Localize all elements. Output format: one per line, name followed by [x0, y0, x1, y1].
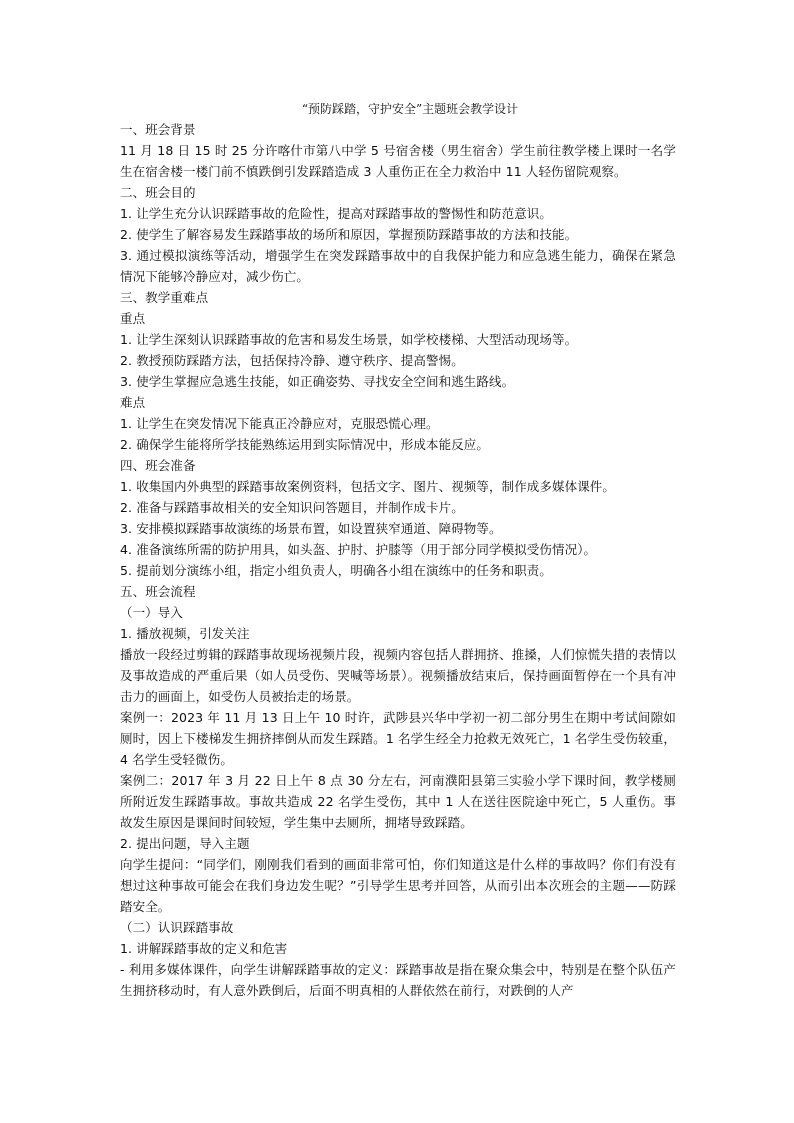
paragraph-line: 播放一段经过剪辑的踩踏事故现场视频片段，视频内容包括人群拥挤、推搡，人们惊慌失措的表情以及事故造成的严重后果（如人员受伤、哭喊等场景）。视频播放结束后，保持画面暂停在一个具有冲击力的画面上，如受伤人员被抬走的场景。 [120, 647, 676, 704]
paragraph-line: 2. 教授预防踩踏方法，包括保持冷静、遵守秩序、提高警惕。 [120, 353, 464, 368]
paragraph-line: 2. 确保学生能将所学技能熟练运用到实际情况中，形成本能反应。 [120, 437, 490, 452]
paragraph-line: 二、班会目的 [120, 185, 196, 200]
paragraph-line: 2. 提出问题，导入主题 [120, 836, 250, 851]
paragraph-line: 案例二：2017 年 3 月 22 日上午 8 点 30 分左右，河南濮阳县第三实验小学下课时间，教学楼厕所附近发生踩踏事故。事故共造成 22 名学生受伤，其中 1 人在送往医院途中死亡，5 人重伤。事故发生原因是课间时间较短，学生集中去厕所，拥堵导致踩踏。 [120, 773, 676, 830]
paragraph-line: （一）导入 [120, 605, 184, 620]
paragraph-line: - 利用多媒体课件，向学生讲解踩踏事故的定义：踩踏事故是指在聚众集会中，特别是在整个队伍产生拥挤移动时，有人意外跌倒后，后面不明真相的人群依然在前行，对跌倒的人产 [120, 962, 676, 998]
paragraph-line: 三、教学重难点 [120, 290, 209, 305]
paragraph-line: 向学生提问：“同学们，刚刚我们看到的画面非常可怕，你们知道这是什么样的事故吗？你们有没有想过这种事故可能会在我们身边发生呢？”引导学生思考并回答，从而引出本次班会的主题——防踩踏安全。 [120, 857, 676, 914]
paragraph-line: （二）认识踩踏事故 [120, 920, 234, 935]
paragraph-line: 案例一：2023 年 11 月 13 日上午 10 时许，武陟县兴华中学初一初二部分男生在期中考试间隙如厕时，因上下楼梯发生拥挤摔倒从而发生踩踏。1 名学生经全力抢救无效死亡，1 名学生受伤较重，4 名学生受轻微伤。 [120, 710, 676, 767]
paragraph-line: 5. 提前划分演练小组，指定小组负责人，明确各小组在演练中的任务和职责。 [120, 563, 553, 578]
paragraph-line: 四、班会准备 [120, 458, 196, 473]
paragraph-line: 1. 让学生在突发情况下能真正冷静应对，克服恐慌心理。 [120, 416, 439, 431]
paragraph-line: 重点 [120, 311, 146, 326]
document-page [120, 99, 676, 1001]
paragraph-line: 五、班会流程 [120, 584, 196, 599]
paragraph-line: 1. 收集国内外典型的踩踏事故案例资料，包括文字、图片、视频等，制作成多媒体课件。 [120, 479, 616, 494]
paragraph-line: 难点 [120, 395, 146, 410]
paragraph-line: 1. 让学生深刻认识踩踏事故的危害和易发生场景，如学校楼梯、大型活动现场等。 [120, 332, 578, 347]
paragraph-line: 2. 准备与踩踏事故相关的安全知识问答题目，并制作成卡片。 [120, 500, 464, 515]
paragraph-line: 3. 安排模拟踩踏事故演练的场景布置，如设置狭窄通道、障碍物等。 [120, 521, 502, 536]
document-title: “预防踩踏，守护安全”主题班会教学设计 [301, 102, 519, 116]
paragraph-line: 3. 使学生掌握应急逃生技能，如正确姿势、寻找安全空间和逃生路线。 [120, 374, 515, 389]
paragraph-line: 4. 准备演练所需的防护用具，如头盔、护肘、护膝等（用于部分同学模拟受伤情况）。 [120, 542, 597, 557]
document-body [120, 119, 676, 1001]
paragraph-line: 1. 播放视频，引发关注 [120, 626, 250, 641]
paragraph-line: 1. 让学生充分认识踩踏事故的危险性，提高对踩踏事故的警惕性和防范意识。 [120, 206, 553, 221]
paragraph-line: 11 月 18 日 15 时 25 分许喀什市第八中学 5 号宿舍楼（男生宿舍）学生前往教学楼上课时一名学生在宿舍楼一楼门前不慎跌倒引发踩踏造成 3 人重伤正在全力救治中 11 人轻伤留院观察。 [120, 143, 676, 179]
paragraph-line: 一、班会背景 [120, 122, 196, 137]
paragraph-line: 2. 使学生了解容易发生踩踏事故的场所和原因，掌握预防踩踏事故的方法和技能。 [120, 227, 578, 242]
paragraph-line: 3. 通过模拟演练等活动，增强学生在突发踩踏事故中的自我保护能力和应急逃生能力，确保在紧急情况下能够冷静应对，减少伤亡。 [120, 248, 676, 284]
paragraph-line: 1. 讲解踩踏事故的定义和危害 [120, 941, 288, 956]
